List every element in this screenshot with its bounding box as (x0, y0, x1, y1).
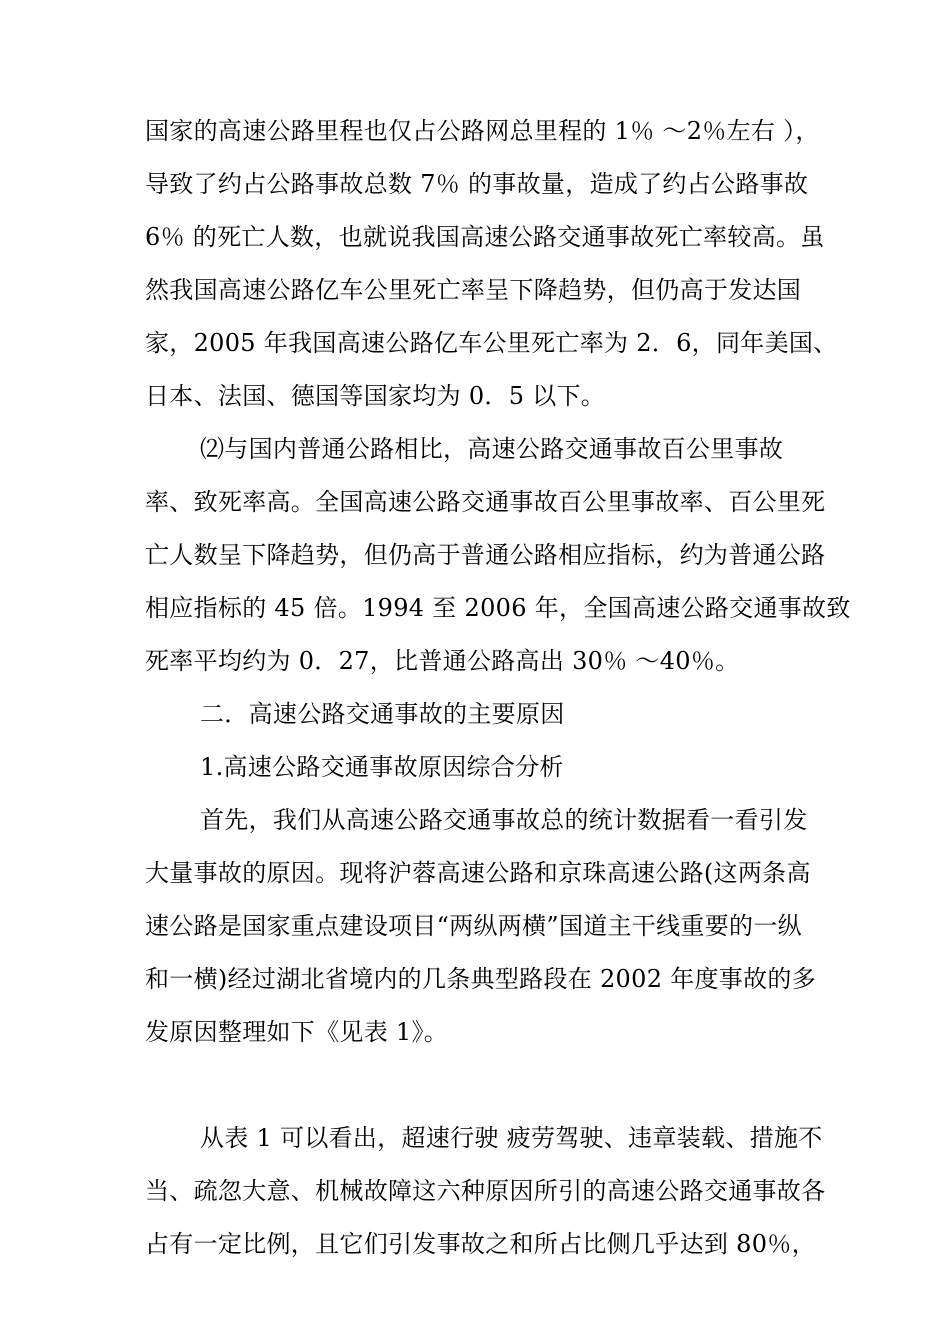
subsection-heading: 1.高速公路交通事故原因综合分析 (200, 753, 564, 781)
text-line: 日本、法国、德国等国家均为 0．5 以下。 (145, 382, 606, 410)
section-heading: 二．高速公路交通事故的主要原因 (200, 700, 565, 728)
text-line: 速公路是国家重点建设项目“两纵两横”国道主干线重要的一纵 (145, 912, 802, 940)
text-line: 家，2005 年我国高速公路亿车公里死亡率为 2．6，同年美国、 (145, 329, 838, 357)
text-line: 亡人数呈下降趋势，但仍高于普通公路相应指标，约为普通公路 (145, 541, 826, 569)
text-line: 导致了约占公路事故总数 7％ 的事故量，造成了约占公路事故 (145, 170, 809, 198)
text-line: 占有一定比例，且它们引发事故之和所占比侧几乎达到 80％， (145, 1230, 816, 1258)
text-line: 6％ 的死亡人数，也就说我国高速公路交通事故死亡率较高。虽 (145, 223, 825, 251)
text-line: 然我国高速公路亿车公里死亡率呈下降趋势，但仍高于发达国 (145, 276, 802, 304)
text-line: 相应指标的 45 倍。1994 至 2006 年，全国高速公路交通事故致 (145, 594, 851, 622)
text-line: 和一横)经过湖北省境内的几条典型路段在 2002 年度事故的多 (145, 965, 816, 993)
paragraph-start-line: 首先，我们从高速公路交通事故总的统计数据看一看引发 (200, 806, 808, 834)
paragraph-start-line: ⑵与国内普通公路相比，高速公路交通事故百公里事故 (200, 435, 784, 463)
text-line: 发原因整理如下《见表 1》。 (145, 1018, 449, 1046)
text-line: 率、致死率高。全国高速公路交通事故百公里事故率、百公里死 (145, 488, 826, 516)
text-line: 当、疏忽大意、机械故障这六种原因所引的高速公路交通事故各 (145, 1177, 826, 1205)
paragraph-start-line: 从表 1 可以看出，超速行驶 疲劳驾驶、违章装载、措施不 (200, 1124, 823, 1152)
text-line: 大量事故的原因。现将沪蓉高速公路和京珠高速公路(这两条高 (145, 859, 811, 887)
text-line: 国家的高速公路里程也仅占公路网总里程的 1％ ～2％左右 ）， (145, 117, 820, 145)
text-line: 死率平均约为 0．27，比普通公路高出 30％ ～40％。 (145, 647, 740, 675)
